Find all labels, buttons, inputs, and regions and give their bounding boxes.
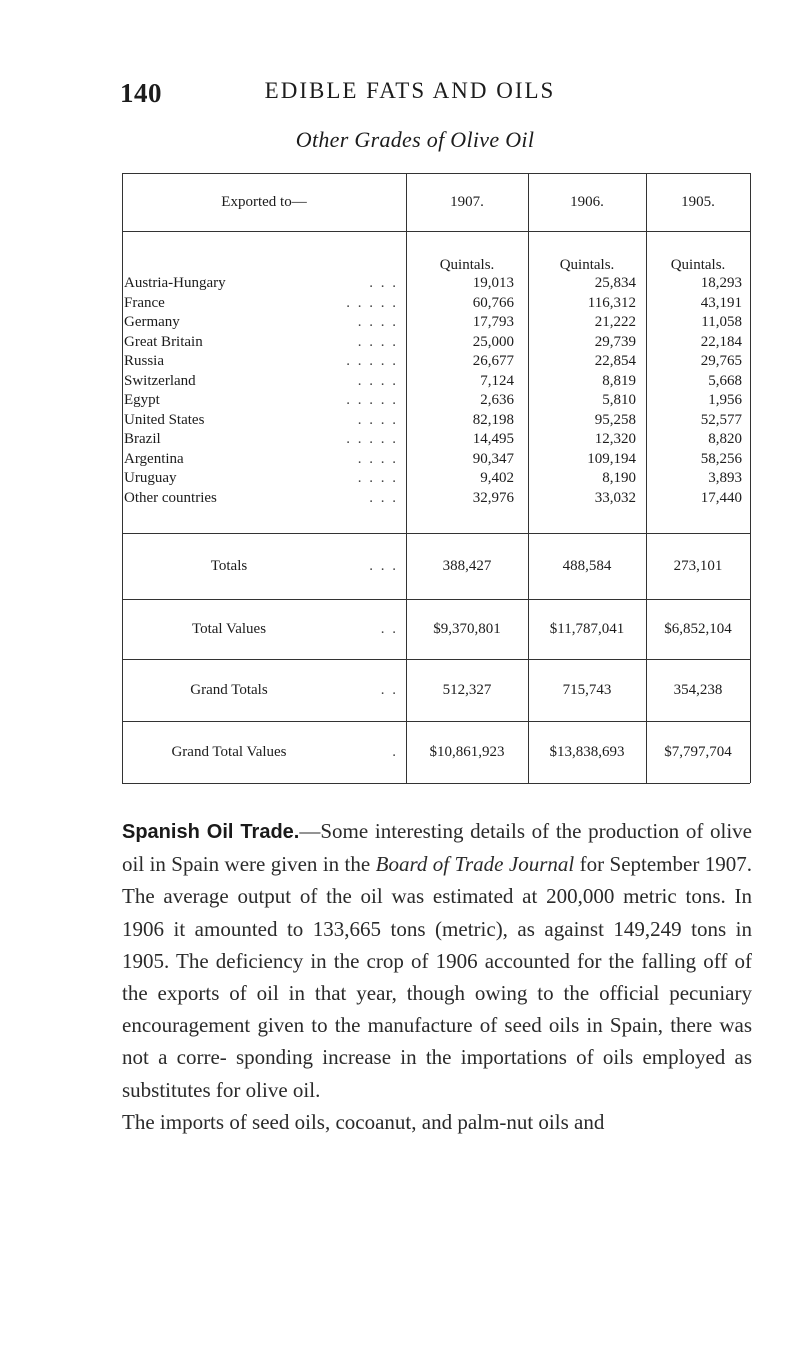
row-value-1905: 18,293 — [700, 275, 742, 291]
row-value-1907: 60,766 — [472, 294, 514, 311]
paragraph-spanish-oil-trade — [122, 815, 752, 1106]
row-value-1905: 22,184 — [700, 333, 742, 350]
row-leader-dots: . . . . — [357, 470, 398, 486]
unit-label-1906: Quintals. — [559, 257, 615, 273]
col-header-exported-to: Exported to— — [221, 194, 307, 210]
row-value-1905: 17,440 — [700, 489, 742, 506]
row-leader-dots: . . . . . — [346, 353, 398, 369]
row-value-1907: 7,124 — [480, 372, 514, 389]
rule-after-grand-totals — [122, 721, 750, 722]
row-value-1905: 5,668 — [708, 372, 742, 389]
row-value-1906: 109,194 — [587, 450, 636, 467]
page-number: 140 — [120, 78, 162, 108]
table-bottom-rule — [122, 783, 750, 784]
summary-value-1907-grand-totals: 512,327 — [442, 682, 492, 698]
row-value-1905: 43,191 — [700, 294, 742, 311]
table-title: Other Grades of Olive Oil — [295, 127, 535, 152]
body-text — [122, 815, 752, 1138]
row-value-1905: 11,058 — [701, 314, 742, 330]
summary-value-1905-total-values: $6,852,104 — [664, 621, 732, 637]
section-heading: Spanish Oil Trade. — [122, 821, 300, 843]
row-value-1906: 8,819 — [602, 372, 636, 389]
row-value-1906: 22,854 — [594, 353, 636, 369]
row-leader-dots: . . . . . — [346, 392, 398, 408]
row-leader-dots: . . . . . — [346, 294, 398, 311]
row-value-1907: 17,793 — [472, 314, 514, 330]
row-country-label: Egypt — [124, 392, 160, 408]
row-value-1907: 32,976 — [472, 489, 514, 506]
summary-label-grand-totals: Grand Totals — [190, 682, 268, 698]
row-value-1906: 33,032 — [594, 489, 636, 506]
row-country-label: Switzerland — [124, 372, 196, 389]
summary-value-1905-grand-totals: 354,238 — [673, 682, 723, 698]
table-top-rule — [122, 173, 750, 174]
row-value-1905: 58,256 — [700, 450, 742, 467]
col-header-1907: 1907. — [450, 194, 484, 210]
row-value-1907: 2,636 — [480, 392, 514, 408]
summary-label-grand-total-values: Grand Total Values — [171, 744, 287, 760]
paragraph-imports — [122, 1106, 752, 1138]
row-leader-dots: . . . — [369, 275, 398, 291]
header-bottom-rule — [122, 231, 750, 232]
summary-value-1906-grand-total-values: $13,838,693 — [549, 744, 625, 760]
rule-after-total-values — [122, 659, 750, 660]
row-country-label: Argentina — [124, 450, 184, 467]
row-country-label: Germany — [124, 314, 180, 330]
summary-leader-dots-total-values: . . — [380, 621, 398, 637]
row-value-1906: 116,312 — [587, 294, 636, 311]
row-value-1906: 95,258 — [594, 411, 636, 428]
row-country-label: United States — [124, 411, 205, 428]
row-leader-dots: . . . . — [357, 450, 398, 467]
row-value-1906: 21,222 — [594, 314, 636, 330]
exports-table — [122, 173, 750, 783]
summary-label-totals: Totals — [210, 558, 248, 574]
row-value-1907: 25,000 — [472, 333, 514, 350]
row-value-1905: 1,956 — [708, 392, 742, 408]
row-country-label: Austria-Hungary — [124, 275, 226, 291]
row-value-1905: 29,765 — [700, 353, 742, 369]
paragraph-text-a: —Some interesting details of the production of olive oil in Spain were given in the — [122, 819, 752, 877]
rule-after-totals — [122, 599, 750, 600]
row-value-1906: 25,834 — [594, 275, 636, 291]
row-value-1906: 5,810 — [602, 392, 636, 408]
row-country-label: France — [124, 294, 165, 311]
summary-value-1906-grand-totals: 715,743 — [562, 682, 612, 698]
paragraph-text: The imports of seed oils, cocoanut, and palm-nut oils and — [122, 1109, 605, 1134]
row-value-1907: 14,495 — [472, 431, 514, 447]
row-value-1906: 12,320 — [594, 431, 636, 447]
row-value-1906: 29,739 — [594, 333, 636, 350]
summary-value-1905-totals: 273,101 — [673, 558, 723, 574]
row-leader-dots: . . . . . — [346, 431, 398, 447]
row-leader-dots: . . . . — [357, 372, 398, 389]
summary-leader-dots-grand-totals: . . — [380, 682, 398, 698]
row-leader-dots: . . . . — [357, 333, 398, 350]
col-header-1906: 1906. — [570, 194, 604, 210]
row-value-1905: 3,893 — [708, 470, 742, 486]
row-country-label: Brazil — [124, 431, 161, 447]
row-value-1906: 8,190 — [602, 470, 636, 486]
col-header-1905: 1905. — [681, 194, 715, 210]
unit-label-1905: Quintals. — [670, 257, 726, 273]
row-country-label: Russia — [124, 353, 165, 369]
row-value-1907: 19,013 — [472, 275, 514, 291]
unit-label-1907: Quintals. — [439, 257, 495, 273]
page-header — [0, 78, 800, 112]
summary-leader-dots-totals: . . . — [369, 558, 398, 574]
col-rule-right — [750, 173, 751, 783]
summary-value-1906-totals: 488,584 — [562, 558, 612, 574]
row-country-label: Other countries — [124, 489, 217, 506]
row-country-label: Great Britain — [124, 333, 203, 350]
row-value-1907: 9,402 — [480, 470, 514, 486]
summary-value-1907-grand-total-values: $10,861,923 — [429, 744, 505, 760]
row-leader-dots: . . . — [369, 489, 398, 506]
row-value-1907: 82,198 — [472, 411, 514, 428]
row-leader-dots: . . . . — [357, 411, 398, 428]
row-leader-dots: . . . . — [357, 314, 398, 330]
row-value-1907: 90,347 — [472, 450, 514, 467]
row-value-1907: 26,677 — [472, 353, 514, 369]
journal-title: Board of Trade Journal — [375, 852, 575, 877]
summary-value-1905-grand-total-values: $7,797,704 — [664, 744, 732, 760]
summary-value-1906-total-values: $11,787,041 — [549, 621, 625, 637]
running-title: EDIBLE FATS AND OILS — [264, 78, 556, 103]
summary-value-1907-totals: 388,427 — [442, 558, 492, 574]
row-country-label: Uruguay — [124, 470, 177, 486]
rule-after-countries — [122, 533, 750, 534]
row-value-1905: 52,577 — [700, 411, 742, 428]
summary-leader-dots-grand-total-values: . — [392, 744, 398, 760]
summary-value-1907-total-values: $9,370,801 — [433, 621, 501, 637]
summary-label-total-values: Total Values — [191, 621, 267, 637]
paragraph-text-b: for September 1907. The average output of the oil was estimated at 200,000 metric tons. In 1906 it amounted to 133,665 tons (metric), as against 149,249 tons in 1905. The deficiency in the crop of 1906 accounted for the falling off of the exports of oil in that year, though owing to the official pecuniary encouragement given to the manufacture of seed oils in Spain, there was not a corre- sponding increase in the importations of oils employed as substitutes for olive oil. — [122, 852, 752, 1102]
row-value-1905: 8,820 — [708, 431, 742, 447]
